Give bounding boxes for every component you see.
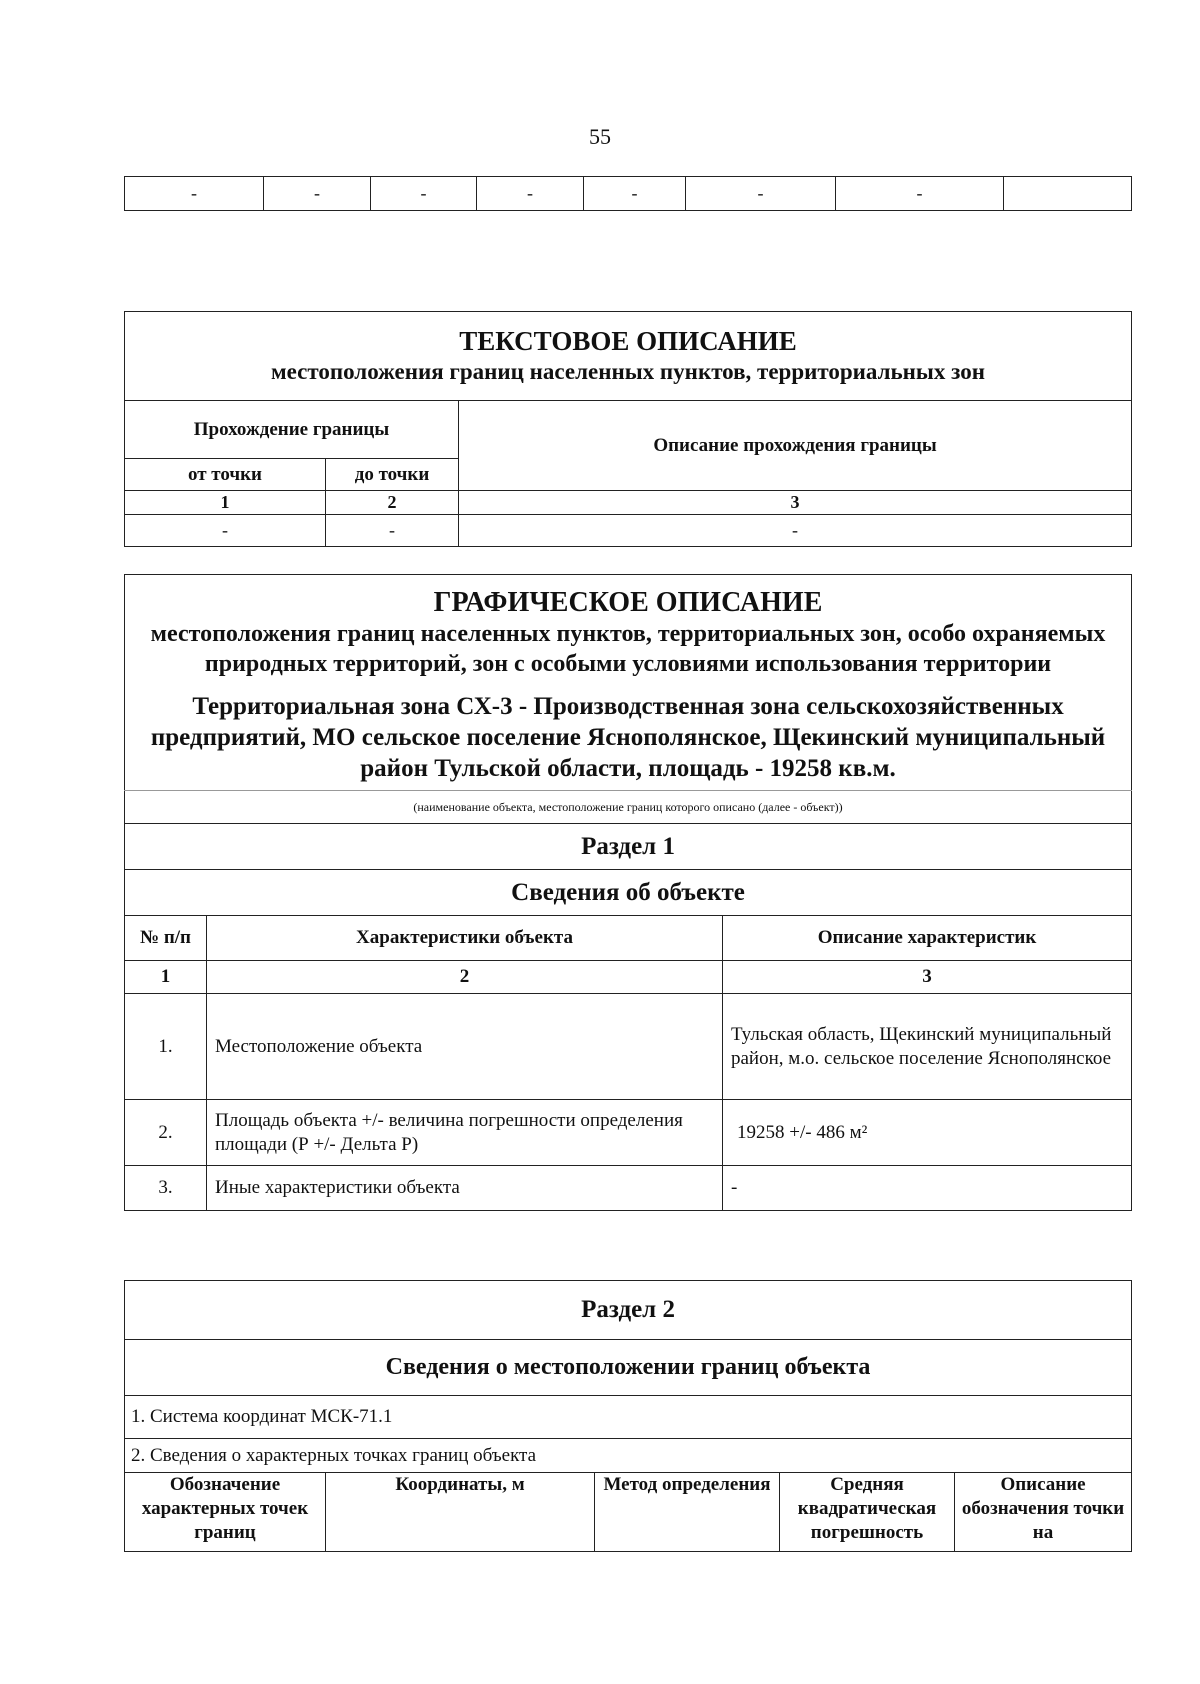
text-description-title: ТЕКСТОВОЕ ОПИСАНИЕ xyxy=(459,326,797,356)
graphic-description-title: ГРАФИЧЕСКОЕ ОПИСАНИЕ xyxy=(433,587,823,618)
column-number: 3 xyxy=(459,491,1132,515)
text-description-table xyxy=(124,311,1132,547)
page-number: 55 xyxy=(589,124,611,149)
column-number: 2 xyxy=(207,961,723,994)
description-cell: - xyxy=(723,1166,1132,1211)
table-cell: - xyxy=(264,177,371,211)
graphic-description-subtitle: местоположения границ населенных пунктов, территориальных зон, особо охраняемых природных территорий, зон с особыми условиями использования территории xyxy=(150,621,1106,677)
characteristic-cell: Иные характеристики объекта xyxy=(207,1166,723,1211)
table-cell: - xyxy=(459,515,1132,547)
section-2-table xyxy=(124,1280,1132,1552)
row-number: 1. xyxy=(125,994,207,1100)
section-1-subtitle: Сведения об объекте xyxy=(125,870,1132,916)
table-cell: - xyxy=(477,177,584,211)
section-1-title: Раздел 1 xyxy=(125,824,1132,870)
table-row xyxy=(125,177,1132,211)
table-cell: - xyxy=(125,177,264,211)
graphic-description-table xyxy=(124,574,1132,1211)
table-row xyxy=(125,515,1132,547)
row-number: 2. xyxy=(125,1100,207,1166)
text-description-subtitle: местоположения границ населенных пунктов, территориальных зон xyxy=(271,359,985,384)
description-header: Описание характеристик xyxy=(723,916,1132,961)
table-row xyxy=(125,994,1132,1100)
description-header: Описание прохождения границы xyxy=(459,401,1132,491)
coordinates-header: Координаты, м xyxy=(326,1473,595,1552)
point-description-header: Описание обозначения точки на xyxy=(955,1473,1132,1552)
method-header: Метод определения xyxy=(595,1473,780,1552)
table-cell: - xyxy=(371,177,477,211)
points-info: 2. Сведения о характерных точках границ объекта xyxy=(125,1439,1132,1473)
table-cell: - xyxy=(686,177,836,211)
table-cell: - xyxy=(326,515,459,547)
row-number: 3. xyxy=(125,1166,207,1211)
column-number: 2 xyxy=(326,491,459,515)
table-cell: - xyxy=(125,515,326,547)
number-header: № п/п xyxy=(125,916,207,961)
text-description-title-cell xyxy=(125,312,1132,401)
description-cell: Тульская область, Щекинский муниципальный район, м.о. сельское поселение Яснополянское xyxy=(723,994,1132,1100)
column-number: 1 xyxy=(125,491,326,515)
passage-header: Прохождение границы xyxy=(125,401,459,459)
characteristic-header: Характеристики объекта xyxy=(207,916,723,961)
to-point-header: до точки xyxy=(326,459,459,491)
point-designation-header: Обозначение характерных точек границ xyxy=(125,1473,326,1552)
object-caption: (наименование объекта, местоположение границ которого описано (далее - объект)) xyxy=(125,791,1132,824)
continuation-table xyxy=(124,176,1132,211)
characteristic-cell: Площадь объекта +/- величина погрешности определения площади (Р +/- Дельта Р) xyxy=(207,1100,723,1166)
from-point-header: от точки xyxy=(125,459,326,491)
characteristic-cell: Местоположение объекта xyxy=(207,994,723,1100)
table-cell xyxy=(1004,177,1132,211)
object-title: Территориальная зона СХ-3 - Производственная зона сельскохозяйственных предприятий, МО сельское поселение Яснополянское, Щекинский муниципальный район Тульской области, площадь - 19258 кв.м. xyxy=(150,693,1106,782)
graphic-description-title-cell xyxy=(125,575,1132,791)
table-cell: - xyxy=(836,177,1004,211)
table-row xyxy=(125,1100,1132,1166)
column-number: 1 xyxy=(125,961,207,994)
description-cell: 19258 +/- 486 м² xyxy=(723,1100,1132,1166)
table-row xyxy=(125,1166,1132,1211)
mean-error-header: Средняя квадратическая погрешность xyxy=(780,1473,955,1552)
section-2-title: Раздел 2 xyxy=(125,1281,1132,1340)
coordinate-system: 1. Система координат МСК-71.1 xyxy=(125,1396,1132,1439)
section-2-subtitle: Сведения о местоположении границ объекта xyxy=(125,1340,1132,1396)
column-number: 3 xyxy=(723,961,1132,994)
table-cell: - xyxy=(584,177,686,211)
